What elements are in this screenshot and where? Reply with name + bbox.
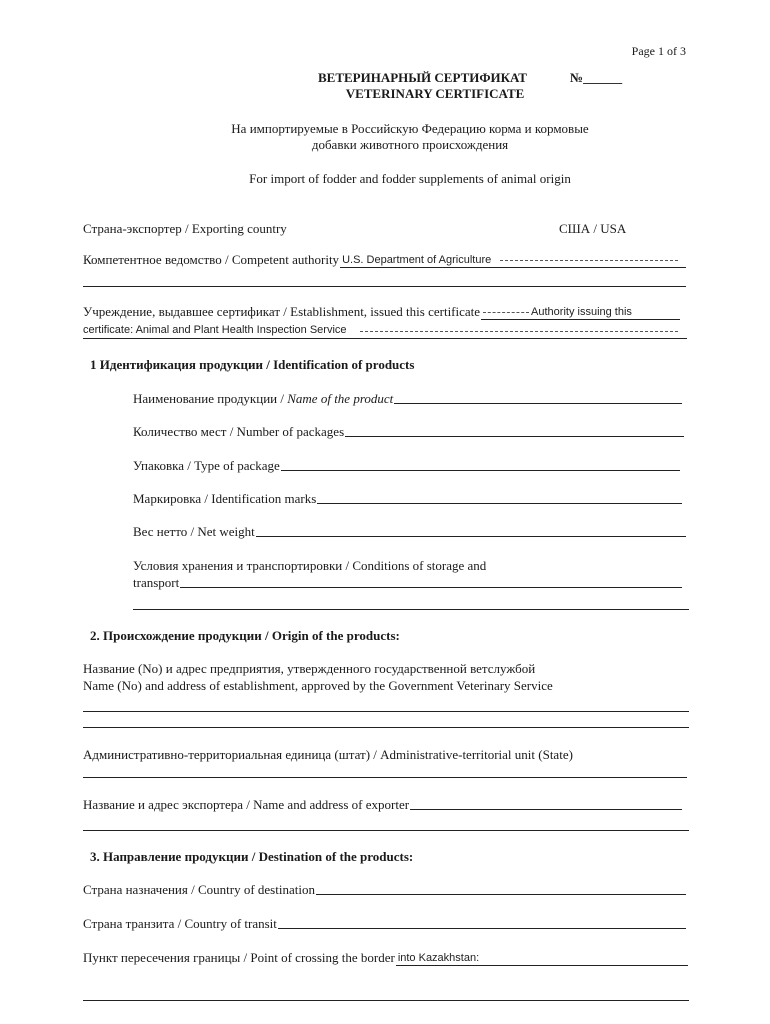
border-value: into Kazakhstan:: [397, 952, 480, 964]
packages-label: Количество мест / Number of packages: [133, 424, 345, 439]
certificate-number[interactable]: №______: [570, 70, 623, 85]
establishment-bottom-line: [83, 338, 687, 339]
competent-authority-row: [83, 252, 686, 268]
border-field[interactable]: [396, 951, 688, 966]
storage-label-line1: Условия хранения и транспортировки / Conditions of storage and: [133, 558, 487, 573]
establishment-field[interactable]: [481, 305, 680, 320]
section1-bottom-line: [133, 609, 689, 610]
exporting-country-label: Страна-экспортер / Exporting country: [83, 221, 287, 236]
establishment-line2-dashes: [360, 331, 678, 332]
product-name-row: [133, 391, 682, 407]
destination-field[interactable]: [316, 894, 686, 895]
exporter-field[interactable]: [410, 809, 682, 810]
page-number: Page 1 of 3: [631, 44, 686, 58]
section2-heading: 2. Происхождение продукции / Origin of the products:: [90, 628, 400, 643]
exporter-label: Название и адрес экспортера / Name and address of exporter: [83, 797, 410, 812]
border-extra-line[interactable]: [83, 1000, 689, 1001]
establishment-label: Учреждение, выдавшее сертификат / Establishment, issued this certificate: [83, 304, 481, 319]
net-weight-row: [133, 524, 686, 540]
establishment-dashes: [483, 312, 529, 313]
package-type-label: Упаковка / Type of package: [133, 458, 280, 473]
establishment-value-line2: certificate: Animal and Plant Health Inspection Service: [83, 324, 347, 336]
competent-authority-dashes: [500, 260, 678, 261]
package-type-row: [133, 458, 680, 474]
product-name-label-ru: Наименование продукции /: [133, 391, 288, 406]
subtitle-en: For import of fodder and fodder supplements of animal origin: [249, 171, 571, 186]
origin-establishment-field-line2[interactable]: [83, 727, 689, 728]
storage-field[interactable]: [180, 587, 682, 588]
marks-label: Маркировка / Identification marks: [133, 491, 317, 506]
net-weight-label: Вес нетто / Net weight: [133, 524, 255, 539]
exporting-country-value: США / USA: [559, 221, 627, 236]
package-type-field[interactable]: [281, 470, 680, 471]
subtitle-ru-line1: На импортируемые в Российскую Федерацию корма и кормовые: [231, 121, 589, 136]
exporter-row: [83, 797, 682, 813]
border-row: [83, 950, 688, 966]
admin-unit-label: Административно-территориальная единица (штат) / Administrative-territorial unit (State): [83, 747, 573, 762]
establishment-value-line1: Authority issuing this: [531, 306, 632, 318]
transit-label: Страна транзита / Country of transit: [83, 916, 277, 931]
subtitle-ru-line2: добавки животного происхождения: [311, 137, 509, 152]
transit-row: [83, 916, 686, 932]
destination-label: Страна назначения / Country of destination: [83, 882, 315, 897]
transit-field[interactable]: [278, 928, 686, 929]
title-ru: ВЕТЕРИНАРНЫЙ СЕРТИФИКАТ: [318, 70, 527, 85]
origin-establishment-field-line1[interactable]: [83, 711, 689, 712]
competent-authority-extra-line[interactable]: [83, 286, 686, 287]
marks-field[interactable]: [317, 503, 682, 504]
net-weight-field[interactable]: [256, 536, 686, 537]
packages-row: [133, 424, 684, 440]
admin-unit-field[interactable]: [83, 777, 687, 778]
section3-heading: 3. Направление продукции / Destination of the products:: [90, 849, 414, 864]
origin-establishment-label-en: Name (No) and address of establishment, approved by the Government Veterinary Service: [83, 678, 553, 693]
origin-establishment-label-ru: Название (No) и адрес предприятия, утвержденного государственной ветслужбой: [83, 661, 536, 676]
border-label: Пункт пересечения границы / Point of crossing the border: [83, 950, 395, 965]
establishment-row: [83, 304, 680, 320]
section1-heading: 1 Идентификация продукции / Identification of products: [90, 357, 415, 372]
competent-authority-value: U.S. Department of Agriculture: [342, 254, 492, 266]
section2-bottom-line: [83, 830, 689, 831]
title-en: VETERINARY CERTIFICATE: [345, 86, 525, 101]
marks-row: [133, 491, 682, 507]
product-name-field[interactable]: [394, 403, 682, 404]
competent-authority-field[interactable]: [340, 253, 686, 268]
competent-authority-label: Компетентное ведомство / Competent authority: [83, 252, 340, 267]
destination-row: [83, 882, 686, 898]
storage-row: [133, 575, 682, 591]
product-name-label-en: Name of the product: [287, 391, 394, 406]
storage-label-line2: transport: [133, 575, 180, 590]
packages-field[interactable]: [345, 436, 684, 437]
